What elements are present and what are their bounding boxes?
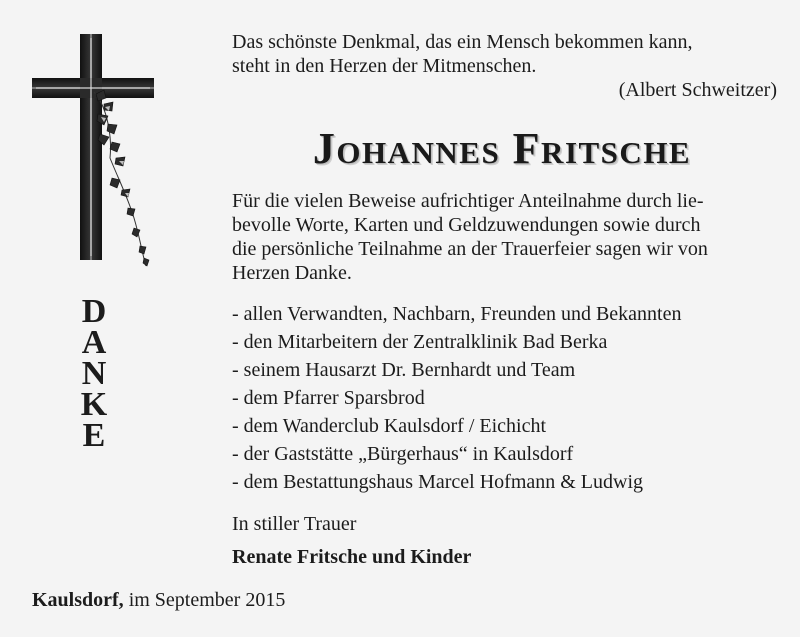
thanks-list [232, 300, 777, 496]
quote-line: Das schönste Denkmal, das ein Mensch bekommen kann, [232, 31, 693, 53]
list-item: - den Mitarbeitern der Zentralklinik Bad Berka [232, 331, 608, 353]
thanks-paragraph [232, 189, 777, 285]
list-item: - allen Verwandten, Nachbarn, Freunden und Bekannten [232, 303, 682, 325]
thanks-line: bevolle Worte, Karten und Geldzuwendungen sowie durch [232, 214, 701, 236]
thanks-line: die persönliche Teilnahme an der Trauerfeier sagen wir von [232, 238, 708, 260]
list-item: - der Gaststätte „Bürgerhaus“ in Kaulsdorf [232, 443, 574, 465]
date: im September 2015 [128, 589, 286, 611]
deceased-name: Johannes Fritsche [312, 124, 692, 173]
list-item: - dem Wanderclub Kaulsdorf / Eichicht [232, 415, 547, 437]
danke-vertical [70, 293, 118, 454]
quote-line: steht in den Herzen der Mitmenschen. [232, 55, 537, 77]
list-item: - dem Bestattungshaus Marcel Hofmann & Ludwig [232, 471, 644, 493]
quote [232, 30, 777, 102]
list-item: - seinem Hausarzt Dr. Bernhardt und Team [232, 359, 576, 381]
danke-letter: E [82, 417, 106, 454]
thanks-line: Herzen Danke. [232, 262, 352, 284]
quote-author: (Albert Schweitzer) [618, 79, 777, 101]
family-signature: Renate Fritsche und Kinder [232, 546, 472, 568]
list-item: - dem Pfarrer Sparsbrod [232, 387, 425, 409]
danke-letter: A [81, 324, 107, 361]
ivy-leaves-icon [88, 88, 158, 268]
mourning-text: In stiller Trauer [232, 513, 357, 535]
danke-letter: K [80, 386, 108, 423]
danke-letter: D [81, 293, 107, 330]
thanks-line: Für die vielen Beweise aufrichtiger Anteilnahme durch lie- [232, 190, 704, 212]
danke-letter: N [81, 355, 107, 392]
place: Kaulsdorf, [32, 589, 124, 611]
place-date [32, 588, 285, 612]
